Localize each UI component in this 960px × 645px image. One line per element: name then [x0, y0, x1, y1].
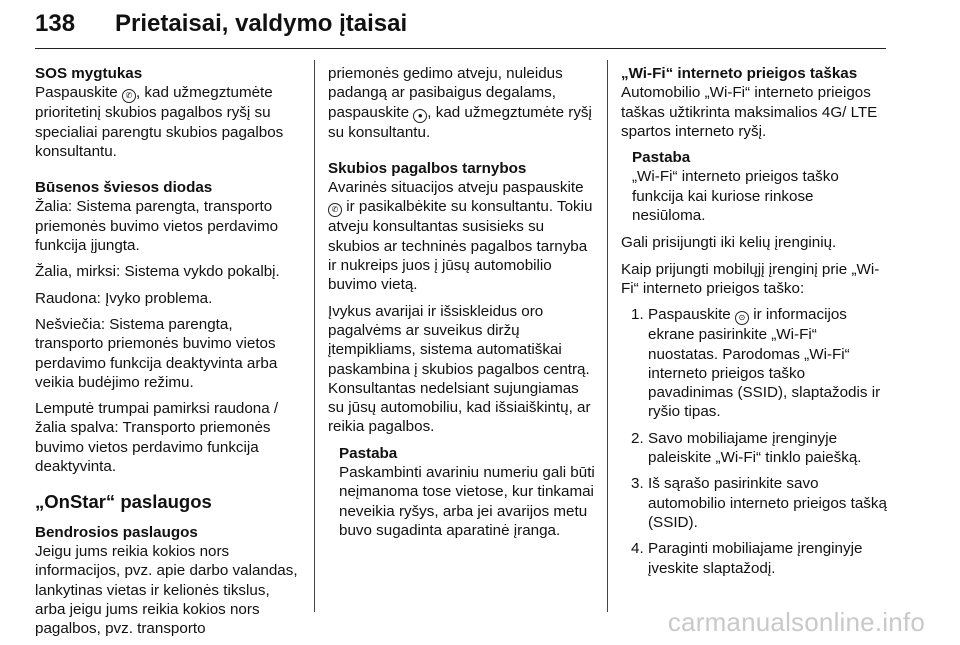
note-heading: Pastaba	[632, 149, 691, 167]
sos-button-icon: ✆	[328, 203, 342, 217]
continuation-paragraph: priemonės gedimo atveju, nuleidus padangą ar pasibaigus degalams, paspauskite ● , kad užmegztumėte ryšį su konsultantu.	[328, 65, 592, 141]
general-heading: Bendrosios paslaugos	[35, 523, 198, 541]
wifi-paragraph: „Wi-Fi“ interneto prieigos taškas Automobilio „Wi-Fi“ interneto prieigos taškas užtikrinta maksimalios 4G/ LTE spartos interneto ryšį.	[621, 64, 889, 141]
sos-paragraph: SOS mygtukas Paspauskite ✆ , kad užmegztumėte prioritetinį skubios pagalbos ryšį su specialiai parengtu skubios pagalbos konsultantu.	[35, 64, 303, 161]
connect-paragraph: Gali prisijungti iki kelių įrenginių.	[621, 234, 837, 252]
led-heading: Būsenos šviesos diodas	[35, 179, 213, 197]
emergency-heading: Skubios pagalbos tarnybos	[328, 159, 527, 177]
led-flash: Lemputė trumpai pamirksi raudona / žalia spalva: Transporto priemonės buvimo vietos perdavimo funkcija deaktyvinta.	[35, 400, 279, 476]
list-item: 3. Iš sąrašo pasirinkite savo automobilio interneto prieigos tašką (SSID).	[631, 475, 887, 531]
steps-list	[621, 305, 889, 578]
onstar-heading: „OnStar“ paslaugos	[35, 491, 212, 513]
note-text: Paskambinti avariniu numeriu gali būti neįmanoma tose vietose, kur tinkamai neveikia ryšys, arba jei avarijos metu buvo sugadinta aparatinė įranga.	[339, 464, 595, 539]
page-title: Prietaisai, valdymo įtaisai	[115, 10, 408, 37]
note-block	[328, 444, 596, 540]
led-off: Nešviečia: Sistema parengta, transporto priemonės buvimo vietos perdavimo funkcija deaktyvinta arba veikia budėjimo režimu.	[35, 315, 278, 391]
onstar-logo-icon: ⊙	[735, 311, 749, 325]
note-text: „Wi-Fi“ interneto prieigos taško funkcija kai kuriose rinkose nesiūloma.	[632, 168, 839, 225]
note-block	[621, 148, 889, 225]
how-paragraph: Kaip prijungti mobilųjį įrenginį prie „Wi-Fi“ interneto prieigos taško:	[621, 260, 880, 297]
wifi-heading: „Wi-Fi“ interneto prieigos taškas	[621, 65, 858, 82]
list-item: 1. Paspauskite ⊙ ir informacijos ekrane pasirinkite „Wi-Fi“ nuostatas. Parodomas „Wi-Fi“ interneto prieigos taško pavadinimas (SSID), slaptažodis ir ryšio tipas.	[631, 306, 881, 421]
watermark: carmanualsonline.info	[667, 607, 925, 637]
page-number: 138	[35, 10, 76, 37]
column-1	[35, 64, 303, 645]
led-red: Raudona: Įvyko problema.	[35, 289, 213, 307]
page-header	[35, 4, 886, 49]
column-divider	[607, 60, 608, 612]
led-paragraph: Būsenos šviesos diodas Žalia: Sistema parengta, transporto priemonės buvimo vietos perdavimo funkcija įjungta.	[35, 178, 303, 255]
general-paragraph: Bendrosios paslaugos Jeigu jums reikia kokios nors informacijos, pvz. apie darbo valandas, lankytinas vietas ir kelionės tikslus, arba jeigu jums reikia kokios nors pagalbos, pvz. transporto	[35, 523, 303, 639]
sos-heading: SOS mygtukas	[35, 65, 143, 82]
note-heading: Pastaba	[339, 444, 398, 462]
crash-paragraph: Įvykus avarijai ir išsiskleidus oro pagalvėms ar suveikus diržų įtempikliams, sistema automatiškai paskambina į skubios pagalbos centrą. Konsultantas nedelsiant sujungiamas su jūsų automobiliu, kad išsiaiškintų, ar reikia pagalbos.	[328, 302, 591, 436]
emergency-paragraph: Skubios pagalbos tarnybos Avarinės situacijos atveju paspauskite ✆ ir pasikalbėkite su konsultantu. Tokiu atveju konsultantas susisieks su skubios ar techninės pagalbos tarnyba ir nukreips juos į jūsų automobilio buvimo vietą.	[328, 159, 596, 295]
led-blinking: Žalia, mirksi: Sistema vykdo pokalbį.	[35, 263, 280, 281]
sos-button-icon: ✆	[122, 89, 136, 103]
list-item: 4. Paraginti mobiliajame įrenginyje įveskite slaptažodį.	[631, 540, 863, 577]
column-2	[328, 64, 596, 548]
column-divider	[314, 60, 315, 612]
onstar-service-icon: ●	[413, 109, 427, 123]
list-item: 2. Savo mobiliajame įrenginyje paleiskite „Wi-Fi“ tinklo paiešką.	[631, 429, 862, 467]
column-3	[621, 64, 889, 585]
